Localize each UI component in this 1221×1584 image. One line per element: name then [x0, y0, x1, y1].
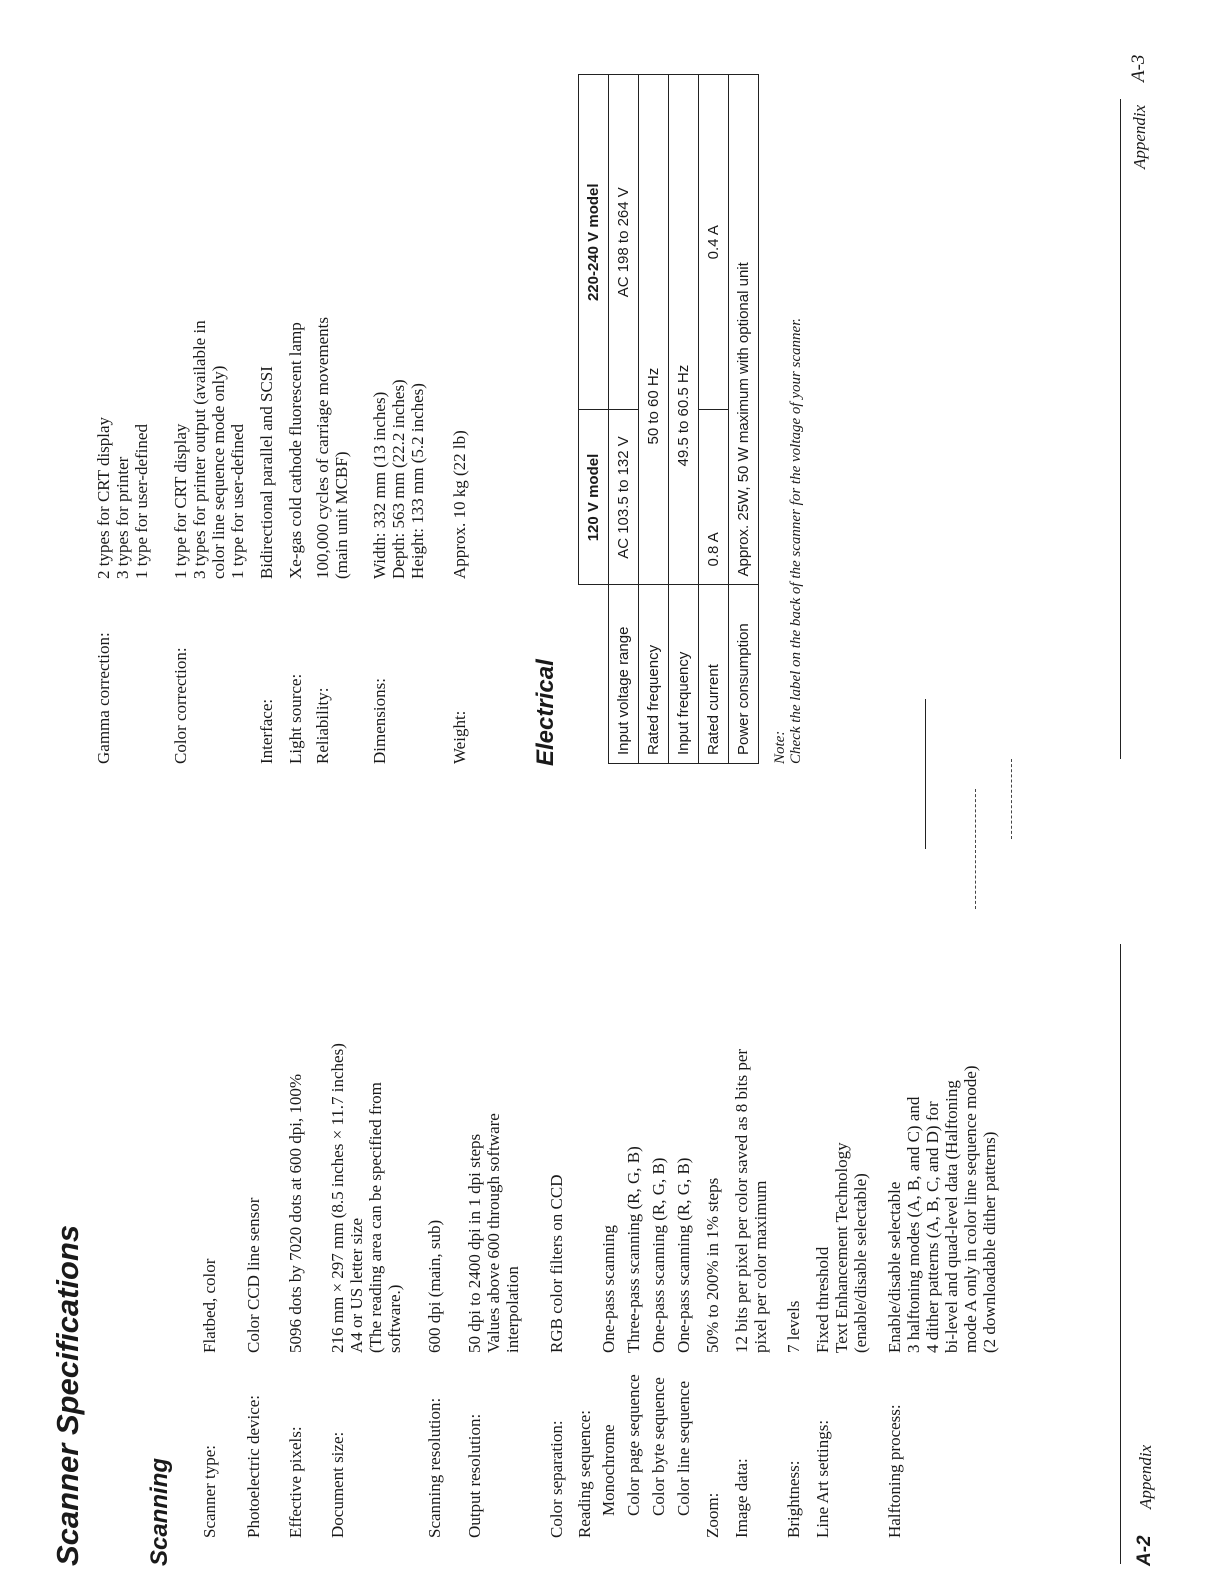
spec-value: Width: 332 mm (13 inches): [370, 391, 389, 579]
table-cell: 0.4 A: [699, 75, 729, 411]
table-row: [639, 75, 669, 764]
page-title: Scanner Specifications: [50, 1224, 85, 1566]
table-row: [669, 75, 699, 764]
table-cell: AC 198 to 264 V: [609, 75, 639, 411]
spec-label: Interface:: [257, 698, 276, 764]
spec-value: 1 type for user-defined: [132, 424, 151, 579]
spec-label: Scanner type:: [200, 1445, 219, 1538]
spec-value: 216 mm × 297 mm (8.5 inches × 11.7 inches): [328, 1043, 347, 1353]
spec-value: 3 types for printer output (available in: [190, 320, 209, 579]
spec-value: (main unit MCBF): [332, 451, 351, 579]
table-header: 220-240 V model: [579, 75, 609, 411]
table-row: [729, 75, 759, 764]
spec-value: Enable/disable selectable: [885, 1181, 904, 1353]
table-cell: 49.5 to 60.5 Hz: [669, 75, 699, 586]
spec-value: 50% to 200% in 1% steps: [703, 1177, 722, 1353]
table-cell: Input voltage range: [609, 585, 639, 764]
spec-value: 12 bits per pixel per color saved as 8 bits per: [732, 1048, 751, 1353]
table-cell: Approx. 25W, 50 W maximum with optional unit: [729, 75, 759, 586]
spec-label: Output resolution:: [465, 1413, 484, 1538]
table-row: [699, 75, 729, 764]
note-text: Check the label on the back of the scanner for the voltage of your scanner.: [788, 317, 804, 764]
spec-label: Color separation:: [547, 1420, 566, 1538]
spec-label: Photoelectric device:: [244, 1394, 263, 1538]
spec-value: (enable/disable selectable): [851, 1173, 870, 1353]
table-row: [609, 75, 639, 764]
spec-value: Values above 600 through software: [484, 1113, 503, 1353]
table-header: 120 V model: [579, 410, 609, 585]
spec-value: Depth: 563 mm (22.2 inches): [389, 379, 408, 579]
spec-value: RGB color filters on CCD: [547, 1174, 566, 1353]
spec-value: One-pass scanning (R, G, B): [674, 1157, 693, 1353]
table-cell: 0.8 A: [699, 410, 729, 585]
gutter-mark: [975, 789, 976, 909]
spec-value: 1 type for CRT display: [171, 423, 190, 579]
footer-label: Appendix: [1130, 104, 1149, 169]
spec-label: Effective pixels:: [286, 1426, 305, 1538]
gutter-mark: [1011, 759, 1012, 839]
spec-value: One-pass scanning (R, G, B): [649, 1157, 668, 1353]
table-cell: 50 to 60 Hz: [639, 75, 669, 586]
spec-value: Height: 133 mm (5.2 inches): [408, 383, 427, 579]
spec-label: Document size:: [328, 1431, 347, 1538]
spec-value: bi-level and quad-level data (Halftoning: [942, 1080, 961, 1353]
table-cell: Rated frequency: [639, 585, 669, 764]
spec-value: A4 or US letter size: [347, 1217, 366, 1353]
spec-value: interpolation: [503, 1266, 522, 1353]
footer-label: Appendix: [1136, 1444, 1155, 1509]
table-corner: [579, 585, 609, 764]
spec-label: Reading sequence:: [575, 1410, 594, 1538]
spec-label: Zoom:: [703, 1492, 722, 1538]
spec-value: Xe-gas cold cathode fluorescent lamp: [286, 322, 305, 579]
table-cell: Rated current: [699, 585, 729, 764]
spec-label: Light source:: [286, 673, 305, 764]
page-number: A-3: [1128, 54, 1149, 82]
spec-value: 3 halftoning modes (A, B, and C) and: [904, 1096, 923, 1353]
spec-value: Text Enhancement Technology: [832, 1142, 851, 1353]
spec-label: Color correction:: [171, 647, 190, 764]
table-cell: Power consumption: [729, 585, 759, 764]
note-label: Note:: [772, 730, 788, 764]
spec-value: 4 dither patterns (A, B, C, and D) for: [923, 1101, 942, 1353]
section-heading-scanning: Scanning: [146, 1457, 173, 1566]
spec-label: Scanning resolution:: [425, 1397, 444, 1538]
spec-label: Gamma correction:: [94, 632, 113, 764]
spec-label: Image data:: [732, 1458, 751, 1538]
spec-value: Flatbed, color: [200, 1258, 219, 1353]
spec-value: Fixed threshold: [813, 1246, 832, 1353]
spec-value: 7 levels: [784, 1300, 803, 1353]
electrical-table: [578, 74, 759, 764]
spec-value: mode A only in color line sequence mode): [961, 1065, 980, 1353]
spec-value: 2 types for CRT display: [94, 416, 113, 579]
spec-value: 3 types for printer: [113, 456, 132, 579]
table-header-row: [579, 75, 609, 764]
spec-value: software.): [385, 1284, 404, 1353]
spec-label: Line Art settings:: [813, 1419, 832, 1538]
spec-sublabel: Color byte sequence: [649, 1377, 668, 1516]
spec-value: 50 dpi to 2400 dpi in 1 dpi steps: [465, 1133, 484, 1353]
spec-value: pixel per color maximum: [751, 1180, 770, 1353]
spec-sublabel: Color line sequence: [674, 1380, 693, 1516]
footer-rule: [1120, 944, 1121, 1564]
spec-label: Halftoning process:: [885, 1404, 904, 1538]
page-number: A-2: [1134, 1535, 1155, 1566]
spec-value: 1 type for user-defined: [228, 424, 247, 579]
spec-label: Dimensions:: [370, 678, 389, 764]
spec-value: One-pass scanning: [599, 1225, 618, 1353]
table-cell: Input frequency: [669, 585, 699, 764]
spec-label: Brightness:: [784, 1460, 803, 1538]
spec-label: Reliability:: [313, 687, 332, 764]
section-heading-electrical: Electrical: [532, 659, 559, 766]
spec-value: 5096 dots by 7020 dots at 600 dpi, 100%: [286, 1073, 305, 1353]
spec-value: Bidirectional parallel and SCSI: [257, 366, 276, 579]
spec-label: Weight:: [450, 710, 469, 764]
spec-value: (The reading area can be specified from: [366, 1082, 385, 1353]
spec-value: color line sequence mode only): [209, 365, 228, 579]
spec-value: Approx. 10 kg (22 lb): [450, 430, 469, 579]
spec-sublabel: Monochrome: [599, 1424, 618, 1516]
spec-value: Three-pass scanning (R, G, B): [624, 1146, 643, 1353]
spec-value: (2 downloadable dither patterns): [980, 1131, 999, 1353]
gutter-rule: [925, 699, 926, 849]
spec-value: 600 dpi (main, sub): [425, 1219, 444, 1353]
spec-value: 100,000 cycles of carriage movements: [313, 317, 332, 579]
spec-sublabel: Color page sequence: [624, 1374, 643, 1516]
table-cell: AC 103.5 to 132 V: [609, 410, 639, 585]
spec-value: Color CCD line sensor: [244, 1197, 263, 1353]
footer-rule: [1120, 99, 1121, 759]
